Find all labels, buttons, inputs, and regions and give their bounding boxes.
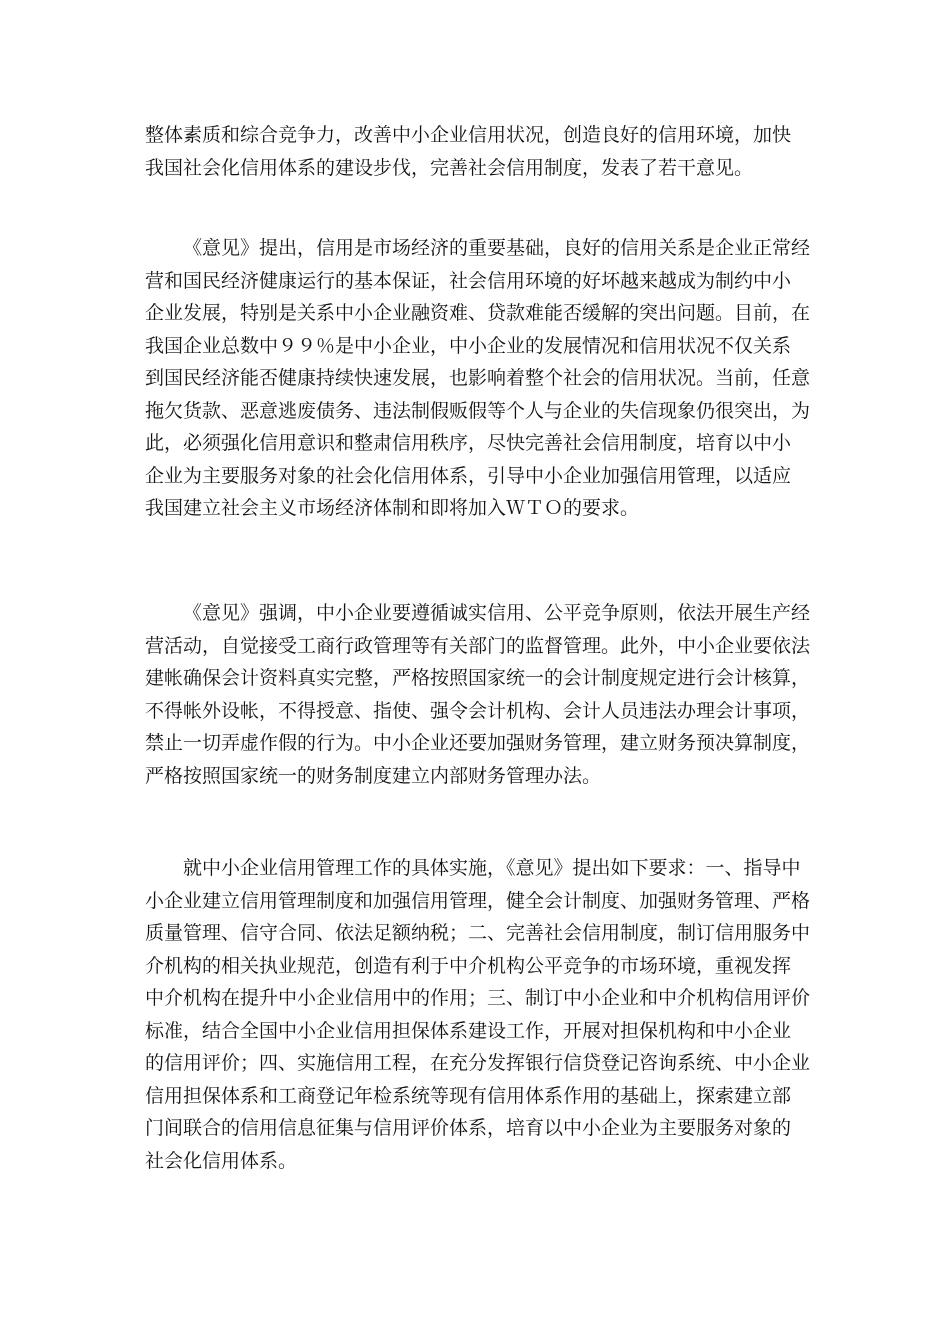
paragraph-line: 《意见》提出，信用是市场经济的重要基础，良好的信用关系是企业正常经 — [183, 237, 811, 259]
paragraph-line: 质量管理、信守合同、依法足额纳税；二、完善社会信用制度，制订信用服务中 — [145, 922, 811, 944]
paragraph-4 — [145, 852, 825, 1177]
paragraph-line: 拖欠货款、恶意逃废债务、违法制假贩假等个人与企业的失信现象仍很突出，为 — [145, 399, 811, 422]
paragraph-line: 营活动，自觉接受工商行政管理等有关部门的监督管理。此外，中小企业要依法 — [145, 634, 811, 657]
paragraph-line: 我国社会化信用体系的建设步伐，完善社会信用制度，发表了若干意见。 — [145, 156, 754, 179]
paragraph-line: 企业为主要服务对象的社会化信用体系，引导中小企业加强信用管理，以适应 — [145, 464, 792, 487]
paragraph-line: 小企业建立信用管理制度和加强信用管理，健全会计制度、加强财务管理、严格 — [145, 889, 811, 912]
paragraph-line: 到国民经济能否健康持续快速发展，也影响着整个社会的信用状况。当前，任意 — [145, 367, 811, 389]
paragraph-line: 《意见》强调，中小企业要遵循诚实信用、公平竞争原则，依法开展生产经 — [183, 602, 811, 624]
paragraph-line: 信用担保体系和工商登记年检系统等现有信用体系作用的基础上，探索建立部 — [145, 1084, 792, 1107]
paragraph-line: 我国企业总数中９９％是中小企业，中小企业的发展情况和信用状况不仅关系 — [145, 334, 792, 357]
paragraph-line: 标准，结合全国中小企业信用担保体系建设工作，开展对担保机构和中小企业 — [145, 1019, 792, 1042]
paragraph-line: 介机构的相关执业规范，创造有利于中介机构公平竞争的市场环境，重视发挥 — [145, 954, 792, 977]
paragraph-line: 的信用评价；四、实施信用工程，在充分发挥银行信贷登记咨询系统、中小企业 — [145, 1052, 811, 1074]
paragraph-line: 社会化信用体系。 — [145, 1149, 298, 1172]
paragraph-2 — [145, 232, 825, 525]
paragraph-line: 整体素质和综合竞争力，改善中小企业信用状况，创造良好的信用环境，加快 — [145, 124, 792, 146]
paragraph-line: 此，必须强化信用意识和整肃信用秩序，尽快完善社会信用制度，培育以中小 — [145, 432, 792, 454]
paragraph-line: 门间联合的信用信息征集与信用评价体系，培育以中小企业为主要服务对象的 — [145, 1117, 792, 1139]
paragraph-line: 建帐确保会计资料真实完整，严格按照国家统一的会计制度规定进行会计核算， — [145, 667, 811, 689]
paragraph-line: 禁止一切弄虚作假的行为。中小企业还要加强财务管理，建立财务预决算制度， — [145, 732, 811, 754]
paragraph-line: 企业发展，特别是关系中小企业融资难、贷款难能否缓解的突出问题。目前，在 — [145, 302, 811, 324]
paragraph-line: 不得帐外设帐，不得授意、指使、强令会计机构、会计人员违法办理会计事项， — [145, 699, 811, 722]
paragraph-3 — [145, 597, 825, 792]
paragraph-line: 我国建立社会主义市场经济体制和即将加入ＷＴＯ的要求。 — [145, 497, 640, 519]
paragraph-line: 严格按照国家统一的财务制度建立内部财务管理办法。 — [145, 764, 602, 787]
paragraph-line: 中介机构在提升中小企业信用中的作用；三、制订中小企业和中介机构信用评价 — [145, 987, 811, 1009]
paragraph-line: 就中小企业信用管理工作的具体实施，《意见》提出如下要求：一、指导中 — [183, 857, 801, 879]
paragraph-line: 营和国民经济健康运行的基本保证，社会信用环境的好坏越来越成为制约中小 — [145, 269, 792, 292]
paragraph-1 — [145, 119, 825, 184]
